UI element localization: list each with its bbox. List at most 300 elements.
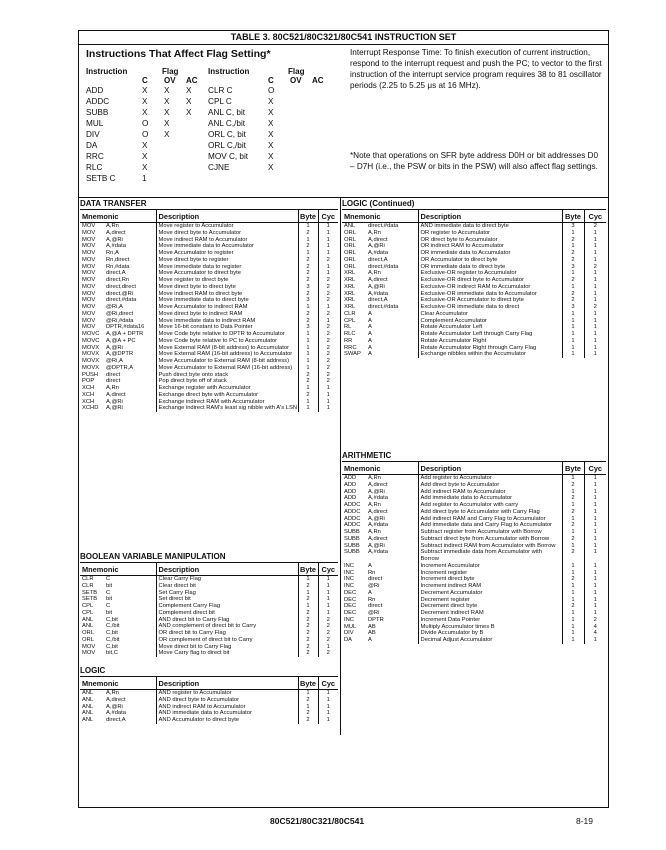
instruction-row xyxy=(80,590,338,597)
byte-cell: 1 xyxy=(298,304,318,311)
cyc-cell: 1 xyxy=(318,270,338,277)
cyc-cell: 2 xyxy=(318,297,338,304)
flag-row xyxy=(86,118,336,129)
operand-cell: A,@Ri xyxy=(368,283,385,290)
description-cell: Decrement register xyxy=(418,597,562,604)
cyc-cell: 1 xyxy=(584,603,606,610)
flag-instruction: ADDC xyxy=(86,97,110,106)
cyc-cell: 1 xyxy=(584,516,606,523)
flag-ov: X xyxy=(164,130,170,139)
description-cell: AND Accumulator to direct byte xyxy=(156,717,298,724)
instruction-row xyxy=(80,365,338,372)
description-cell: Add indirect RAM to Accumulator xyxy=(418,489,562,496)
description-cell: OR direct byte to Accumulator xyxy=(418,237,562,244)
instruction-row xyxy=(80,637,338,644)
description-cell: Rotate Accumulator Left xyxy=(418,324,562,331)
mnemonic-cell: ANL xyxy=(82,717,94,723)
cyc-cell: 1 xyxy=(584,284,606,291)
cyc-cell: 1 xyxy=(318,230,338,237)
cyc-cell: 1 xyxy=(584,536,606,543)
cyc-cell: 2 xyxy=(318,345,338,352)
flag-ac-2 xyxy=(312,151,336,162)
flag-ac-2 xyxy=(312,140,336,151)
instruction-row xyxy=(342,489,606,496)
footer-part-number: 80C521/80C321/80C541 xyxy=(270,816,365,826)
title-rule xyxy=(78,44,609,45)
byte-cell: 1 xyxy=(562,284,584,291)
description-cell: Exchange register with Accumulator xyxy=(156,385,298,392)
mnemonic-cell: XCH xyxy=(82,391,95,398)
mnemonic-cell: RR xyxy=(344,337,353,344)
flag-ac xyxy=(186,151,208,162)
instruction-row xyxy=(342,270,606,277)
byte-cell: 1 xyxy=(298,351,318,358)
byte-cell: 2 xyxy=(298,650,318,657)
mnemonic-cell: MOV xyxy=(82,643,96,650)
instruction-row xyxy=(342,243,606,250)
description-cell: Move direct byte to register xyxy=(156,257,298,264)
operand-cell: bit xyxy=(106,596,113,603)
byte-cell: 1 xyxy=(298,365,318,372)
byte-cell: 1 xyxy=(298,576,318,583)
mnemonic-cell: ANL xyxy=(82,690,94,696)
byte-cell: 1 xyxy=(562,345,584,352)
byte-cell: 1 xyxy=(298,603,318,610)
cyc-cell: 1 xyxy=(584,637,606,644)
cyc-cell: 1 xyxy=(318,223,338,230)
flag-row xyxy=(86,129,336,140)
description-cell: Move Code byte relative to DPTR to Accumulator xyxy=(156,331,298,338)
mnemonic-cell: MOV xyxy=(82,283,96,290)
mnemonic-cell: CPL xyxy=(344,317,356,324)
flag-instruction: DA xyxy=(86,141,98,150)
flag-c: 1 xyxy=(142,174,147,183)
mnemonic-cell: DA xyxy=(344,637,353,643)
byte-cell: 2 xyxy=(298,378,318,385)
byte-cell: 2 xyxy=(298,257,318,264)
flag-section-title: Instructions That Affect Flag Setting* xyxy=(86,48,271,60)
mnemonic-cell: XRL xyxy=(344,270,356,277)
byte-cell: 1 xyxy=(562,630,584,637)
mnemonic-cell: ANL xyxy=(82,710,94,717)
flag-ac: X xyxy=(186,86,192,95)
description-cell: Add direct byte to Accumulator xyxy=(418,482,562,489)
mnemonic-cell: ANL xyxy=(344,223,356,229)
flag-instruction-2: ANL C,/bit xyxy=(208,119,246,128)
flag-c-2: X xyxy=(268,97,274,106)
instruction-row xyxy=(342,338,606,345)
mnemonic-cell: XCH xyxy=(82,398,95,405)
instruction-row xyxy=(80,617,338,624)
instruction-row xyxy=(80,717,338,724)
instruction-row xyxy=(342,318,606,325)
description-cell: Move External RAM (16-bit address) to Accumulator xyxy=(156,351,298,358)
flag-ov-2 xyxy=(290,173,312,184)
cyc-cell: 1 xyxy=(584,590,606,597)
flag-instruction: ADD xyxy=(86,86,104,95)
cyc-cell: 2 xyxy=(318,378,338,385)
cyc-cell: 1 xyxy=(318,603,338,610)
operand-cell: C,bit xyxy=(106,643,118,650)
instruction-row xyxy=(342,324,606,331)
mnemonic-cell: ORL xyxy=(344,229,356,236)
byte-cell: 2 xyxy=(562,603,584,610)
operand-cell: A,#data xyxy=(106,243,126,250)
mnemonic-cell: MOV xyxy=(82,263,96,270)
flag-ov: X xyxy=(164,97,170,106)
instruction-row xyxy=(342,516,606,523)
description-cell: Subtract immediate data from Accumulator with Borrow xyxy=(418,549,562,563)
byte-cell: 1 xyxy=(562,489,584,496)
description-cell: Add immediate data and Carry Flag to Accumulator xyxy=(418,522,562,529)
byte-cell: 2 xyxy=(562,522,584,529)
cyc-cell: 1 xyxy=(318,596,338,603)
mnemonic-cell: MOVX xyxy=(82,351,100,358)
cyc-cell: 2 xyxy=(318,617,338,624)
logic-table xyxy=(80,676,338,724)
flag-note-text: *Note that operations on SFR byte address D0H or bit addresses D0 – D7H (i.e., the PSW or bits in the PSW) will also affect flag settings. xyxy=(350,151,599,171)
byte-cell: 2 xyxy=(298,270,318,277)
data-transfer-table xyxy=(80,209,338,412)
mnemonic-cell: MOV xyxy=(82,324,96,331)
flag-header-flag-2: Flag xyxy=(288,67,305,76)
flag-header-instruction: Instruction xyxy=(86,67,128,76)
cyc-cell: 1 xyxy=(318,392,338,399)
operand-cell: C xyxy=(106,589,111,596)
operand-cell: A xyxy=(368,310,372,317)
flag-row xyxy=(86,107,336,118)
instruction-row xyxy=(80,697,338,704)
operand-cell: A xyxy=(368,344,372,351)
cyc-cell: 1 xyxy=(584,270,606,277)
operand-cell: A,#data xyxy=(368,290,388,297)
cyc-cell: 1 xyxy=(584,345,606,352)
operand-cell: direct xyxy=(106,378,121,385)
cyc-cell: 1 xyxy=(318,304,338,311)
cyc-cell: 1 xyxy=(318,590,338,597)
flag-c: X xyxy=(142,97,148,106)
byte-cell: 2 xyxy=(298,697,318,704)
cyc-cell: 2 xyxy=(584,264,606,271)
flag-row xyxy=(86,162,336,173)
cyc-cell: 1 xyxy=(584,475,606,482)
description-header: Description xyxy=(156,563,298,576)
description-cell: Move immediate data to indirect RAM xyxy=(156,318,298,325)
description-cell: Rotate Accumulator Right through Carry Flag xyxy=(418,345,562,352)
flag-sub-ac: AC xyxy=(186,76,198,85)
description-cell: AND direct bit to Carry Flag xyxy=(156,617,298,624)
description-cell: Multiply Accumulator times B xyxy=(418,624,562,631)
mnemonic-cell: MOVX xyxy=(82,358,100,364)
operand-cell: bit,C xyxy=(106,650,118,657)
instruction-row xyxy=(342,264,606,271)
description-cell: Divide Accumulator by B xyxy=(418,630,562,637)
instruction-row xyxy=(80,223,338,230)
operand-cell: direct,#data xyxy=(368,304,399,310)
flag-c: X xyxy=(142,141,148,150)
flag-ov-2 xyxy=(290,129,312,140)
description-cell: Increment register xyxy=(418,570,562,577)
cyc-cell: 1 xyxy=(318,405,338,412)
byte-cell: 1 xyxy=(298,345,318,352)
byte-cell: 1 xyxy=(562,610,584,617)
flag-c: X xyxy=(142,108,148,117)
operand-cell: A,@Ri xyxy=(106,405,123,412)
mnemonic-cell: ANL xyxy=(82,703,94,710)
flag-ac-2 xyxy=(312,96,336,107)
byte-cell: 2 xyxy=(298,392,318,399)
cyc-cell: 1 xyxy=(584,297,606,304)
byte-cell: 2 xyxy=(298,717,318,724)
operand-cell: A,@A + PC xyxy=(106,337,136,344)
operand-cell: A,#data xyxy=(368,549,388,556)
instruction-row xyxy=(80,304,338,311)
flag-ov: X xyxy=(164,119,170,128)
operand-cell: A,@Ri xyxy=(106,236,123,243)
operand-cell: A,@Ri xyxy=(106,344,123,351)
description-cell: Complement direct bit xyxy=(156,610,298,617)
description-cell: OR immediate data to Accumulator xyxy=(418,250,562,257)
flag-c-2 xyxy=(268,173,290,184)
flag-instruction-2: CJNE xyxy=(208,163,230,172)
cyc-cell: 1 xyxy=(318,610,338,617)
byte-cell: 1 xyxy=(562,637,584,644)
cyc-cell: 1 xyxy=(584,311,606,318)
cyc-header: Cyc xyxy=(318,210,338,223)
mnemonic-cell: XRL xyxy=(344,277,356,283)
byte-cell: 1 xyxy=(562,583,584,590)
operand-cell: A,#data xyxy=(368,522,388,529)
logic-section xyxy=(80,666,338,724)
cyc-cell: 2 xyxy=(318,291,338,298)
arithmetic-table xyxy=(342,461,606,644)
mnemonic-cell: MOV xyxy=(82,256,96,263)
mnemonic-cell: ANL xyxy=(82,696,94,703)
cyc-cell: 1 xyxy=(584,549,606,563)
mnemonic-cell: MOVC xyxy=(82,331,100,337)
flag-ac-2 xyxy=(312,85,336,96)
logic-continued-table xyxy=(342,209,606,358)
cyc-cell: 1 xyxy=(584,331,606,338)
byte-cell: 1 xyxy=(298,405,318,412)
mnemonic-cell: XRL xyxy=(344,297,356,304)
cyc-cell: 1 xyxy=(584,529,606,536)
instruction-row xyxy=(80,324,338,331)
description-cell: OR indirect RAM to Accumulator xyxy=(418,243,562,250)
description-cell: Move direct byte to direct byte xyxy=(156,284,298,291)
flag-c: X xyxy=(142,152,148,161)
mnemonic-cell: XRL xyxy=(344,283,356,290)
mnemonic-cell: ORL xyxy=(344,256,356,263)
mnemonic-cell: MOVC xyxy=(82,337,100,344)
operand-cell: A,@Ri xyxy=(368,488,385,495)
cyc-cell: 1 xyxy=(318,710,338,717)
description-cell: Move register to Accumulator xyxy=(156,223,298,230)
flag-ac-2 xyxy=(312,118,336,129)
mnemonic-cell: PUSH xyxy=(82,371,99,378)
logic-title: LOGIC xyxy=(80,666,106,675)
description-cell: OR direct bit to Carry Flag xyxy=(156,630,298,637)
description-cell: Complement Carry Flag xyxy=(156,603,298,610)
mnemonic-cell: ORL xyxy=(344,250,356,256)
operand-cell: A,direct xyxy=(106,229,126,236)
description-cell: Increment indirect RAM xyxy=(418,583,562,590)
description-cell: AND immediate data to direct byte xyxy=(418,223,562,230)
mnemonic-cell: ADDC xyxy=(344,502,361,508)
mnemonic-cell: ANL xyxy=(82,623,94,630)
flag-instruction-2: CLR C xyxy=(208,86,233,95)
instruction-row xyxy=(342,257,606,264)
flag-row xyxy=(86,151,336,162)
byte-cell: 3 xyxy=(562,223,584,230)
description-cell: Subtract direct byte from Accumulator with Borrow xyxy=(418,536,562,543)
description-cell: Increment Accumulator xyxy=(418,563,562,570)
byte-cell: 2 xyxy=(562,297,584,304)
instruction-row xyxy=(342,597,606,604)
mnemonic-cell: MOV xyxy=(82,270,96,277)
mnemonic-cell: ADDC xyxy=(344,508,361,515)
mnemonic-cell: DEC xyxy=(344,603,357,610)
instruction-row xyxy=(342,576,606,583)
description-header: Description xyxy=(418,462,562,475)
description-cell: Move direct bit to Carry Flag xyxy=(156,644,298,651)
mnemonic-cell: POP xyxy=(82,378,95,385)
cyc-cell: 1 xyxy=(584,509,606,516)
operand-cell: A xyxy=(368,637,372,643)
flag-section xyxy=(86,47,341,184)
byte-cell: 1 xyxy=(562,624,584,631)
mnemonic-cell: INC xyxy=(344,583,354,589)
byte-cell: 2 xyxy=(298,264,318,271)
byte-cell: 2 xyxy=(298,596,318,603)
instruction-row xyxy=(342,637,606,644)
operand-cell: A,direct xyxy=(368,535,388,542)
description-cell: Move Accumulator to register xyxy=(156,250,298,257)
description-cell: Exchange nibbles within the Accumulator xyxy=(418,351,562,358)
cyc-cell: 1 xyxy=(584,250,606,257)
instruction-row xyxy=(80,583,338,590)
mnemonic-cell: CLR xyxy=(82,576,94,582)
instruction-row xyxy=(342,529,606,536)
description-cell: Decimal Adjust Accumulator xyxy=(418,637,562,644)
mnemonic-header: Mnemonic xyxy=(80,210,156,223)
byte-cell: 1 xyxy=(298,704,318,711)
cyc-header: Cyc xyxy=(318,677,338,690)
byte-cell: 1 xyxy=(562,590,584,597)
cyc-cell: 2 xyxy=(318,257,338,264)
operand-cell: direct,#data xyxy=(368,223,399,229)
instruction-row xyxy=(342,570,606,577)
operand-cell: DPTR,#data16 xyxy=(106,324,145,331)
cyc-cell: 2 xyxy=(318,331,338,338)
description-cell: Exclusive-OR Accumulator to direct byte xyxy=(418,297,562,304)
operand-cell: A,#data xyxy=(106,710,126,717)
instruction-row xyxy=(80,277,338,284)
cyc-cell: 1 xyxy=(318,583,338,590)
byte-cell: 2 xyxy=(298,617,318,624)
operand-cell: A xyxy=(368,331,372,337)
operand-cell: A,@DPTR xyxy=(106,351,134,358)
description-cell: Move immediate data to register xyxy=(156,264,298,271)
cyc-cell: 2 xyxy=(318,284,338,291)
flag-c-2: O xyxy=(268,86,275,95)
operand-cell: @Ri,direct xyxy=(106,310,134,317)
byte-cell: 2 xyxy=(298,291,318,298)
description-cell: AND complement of direct bit to Carry xyxy=(156,623,298,630)
flag-instruction-2: ORL C,/bit xyxy=(208,141,246,150)
description-header: Description xyxy=(156,210,298,223)
cyc-cell: 2 xyxy=(584,223,606,230)
description-cell: Move External RAM (8-bit address) to Accumulator xyxy=(156,345,298,352)
flag-instruction-2: MOV C, bit xyxy=(208,152,249,161)
operand-cell: A xyxy=(368,562,372,569)
operand-cell: A,Rn xyxy=(106,690,119,696)
mnemonic-cell: MOV xyxy=(82,297,96,304)
mnemonic-cell: CLR xyxy=(344,310,356,317)
flag-instruction: MUL xyxy=(86,119,104,128)
mnemonic-cell: MOV xyxy=(82,250,96,256)
description-cell: Move immediate data to direct byte xyxy=(156,297,298,304)
flag-ac: X xyxy=(186,108,192,117)
mnemonic-cell: INC xyxy=(344,569,354,576)
byte-cell: 2 xyxy=(562,495,584,502)
mnemonic-cell: SUBB xyxy=(344,529,360,535)
flag-c-2: X xyxy=(268,119,274,128)
description-cell: AND immediate data to Accumulator xyxy=(156,710,298,717)
byte-cell: 1 xyxy=(562,324,584,331)
flag-c-2: X xyxy=(268,141,274,150)
flag-ac xyxy=(186,162,208,173)
flag-ov: X xyxy=(164,86,170,95)
mnemonic-cell: RRC xyxy=(344,344,357,351)
mnemonic-cell: ADD xyxy=(344,475,357,481)
mnemonic-cell: ADD xyxy=(344,488,357,495)
instruction-row xyxy=(80,650,338,657)
flag-instruction: DIV xyxy=(86,130,100,139)
description-cell: Subtract register from Accumulator with Borrow xyxy=(418,529,562,536)
operand-cell: A,@Ri xyxy=(106,703,123,710)
byte-header: Byte xyxy=(300,678,317,688)
mnemonic-cell: SUBB xyxy=(344,549,360,556)
byte-cell: 1 xyxy=(562,351,584,358)
byte-header: Byte xyxy=(562,462,584,475)
description-cell: Add indirect RAM and Carry Flag to Accumulator xyxy=(418,516,562,523)
mnemonic-header: Mnemonic xyxy=(342,210,418,223)
flag-ac xyxy=(186,140,208,151)
flag-ac: X xyxy=(186,97,192,106)
mnemonic-cell: ORL xyxy=(82,630,94,636)
description-cell: Exclusive-OR immediate data to direct xyxy=(418,304,562,311)
operand-cell: @Ri xyxy=(368,583,380,589)
instruction-row xyxy=(342,617,606,624)
operand-cell: C,bit xyxy=(106,630,118,636)
mnemonic-cell: SUBB xyxy=(344,542,360,549)
cyc-cell: 1 xyxy=(318,250,338,257)
flag-ov-2 xyxy=(290,85,312,96)
logic-continued-title: LOGIC (Continued) xyxy=(342,199,415,208)
flag-instruction-2: ANL C, bit xyxy=(208,108,246,117)
flag-c: X xyxy=(142,163,148,172)
mnemonic-cell: MOV xyxy=(82,277,96,283)
cyc-cell: 1 xyxy=(584,495,606,502)
mnemonic-cell: ANL xyxy=(82,616,94,623)
mnemonic-cell: RL xyxy=(344,324,352,331)
description-cell: OR immediate data to direct byte xyxy=(418,264,562,271)
flag-row xyxy=(86,96,336,107)
instruction-row xyxy=(80,297,338,304)
operand-cell: A xyxy=(368,351,372,358)
description-cell: Pop direct byte off of stack xyxy=(156,378,298,385)
